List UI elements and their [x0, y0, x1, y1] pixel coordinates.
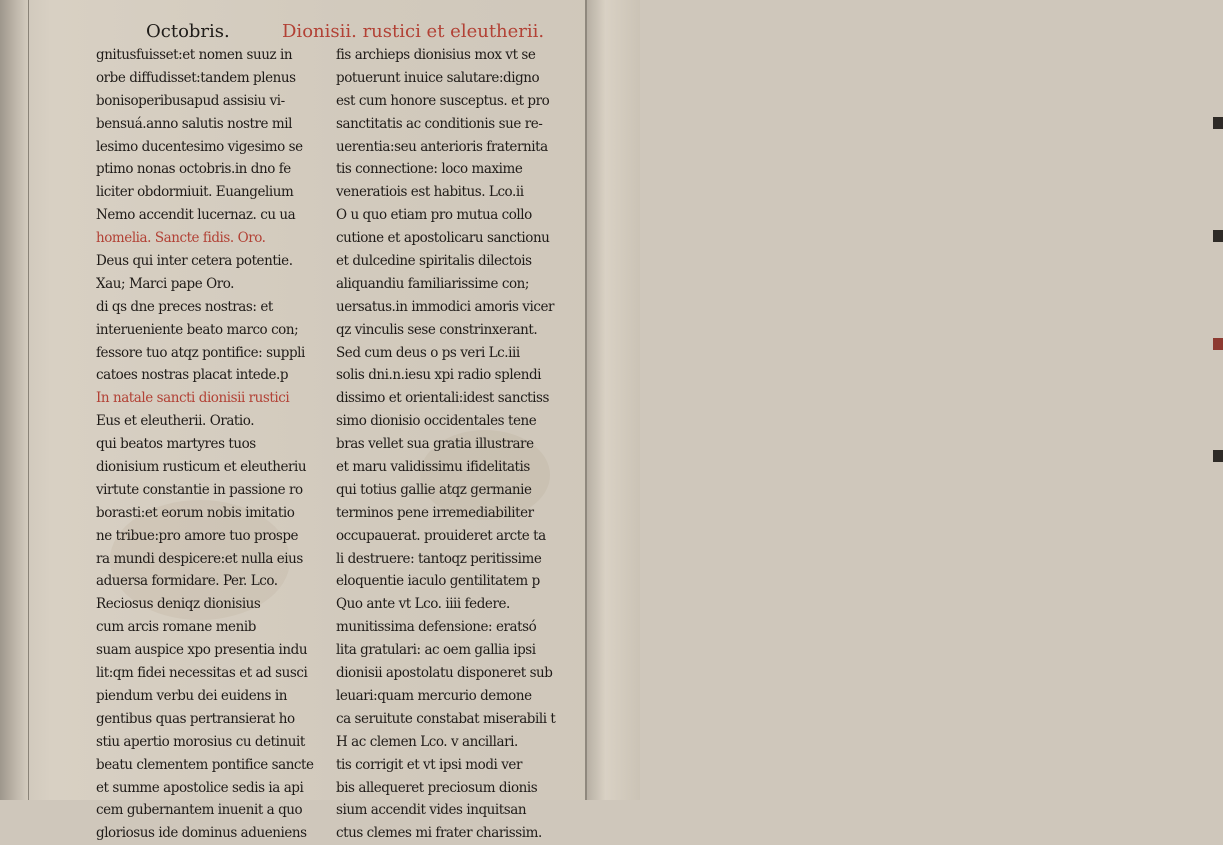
- text-line: qui totius gallie atqz germanie: [336, 481, 532, 498]
- text-line: borasti:et eorum nobis imitatio: [96, 504, 295, 521]
- text-line: eloquentie iaculo gentilitatem p: [336, 573, 540, 590]
- left-text-column: [96, 44, 334, 842]
- text-line: sanctitatis ac conditionis sue re-: [336, 115, 543, 132]
- text-line: bonisoperibusapud assisiu vi-: [96, 92, 285, 109]
- text-line: et maru validissimu ifidelitatis: [336, 459, 530, 476]
- rubric-line: In natale sancti dionisii rustici: [96, 390, 290, 407]
- text-line: Quo ante vt Lco. iiii federe.: [336, 596, 510, 613]
- text-line: Sed cum deus o ps veri Lc.iii: [336, 344, 520, 361]
- text-line: sium accendit vides inquitsan: [336, 802, 527, 819]
- text-line: lesimo ducentesimo vigesimo se: [96, 138, 303, 155]
- text-line: H ac clemen Lco. v ancillari.: [336, 733, 518, 750]
- text-line: ca seruitute constabat miserabili t: [336, 710, 556, 727]
- text-line: bensuá.anno salutis nostre mil: [96, 115, 292, 132]
- text-line: Eus et eleutherii. Oratio.: [96, 413, 255, 430]
- adjacent-page-mark: [1213, 450, 1223, 462]
- text-line: munitissima defensione: eratsó: [336, 619, 537, 636]
- text-line: cutione et apostolicaru sanctionu: [336, 230, 550, 247]
- text-line: beatu clementem pontifice sancte: [96, 756, 314, 773]
- text-line: cum arcis romane menib: [96, 619, 256, 636]
- text-line: cem gubernantem inuenit a quo: [96, 802, 303, 819]
- text-line: lit:qm fidei necessitas et ad susci: [96, 665, 308, 682]
- text-line: ctus clemes mi frater charissim.: [336, 825, 542, 842]
- text-line: Deus qui inter cetera potentie.: [96, 253, 293, 270]
- text-line: Xau; Marci pape Oro.: [96, 275, 235, 292]
- text-line: dissimo et orientali:idest sanctiss: [336, 390, 549, 407]
- text-line: Nemo accendit lucernaz. cu ua: [96, 207, 296, 224]
- text-line: veneratiois est habitus. Lco.ii: [336, 184, 524, 201]
- text-line: ra mundi despicere:et nulla eius: [96, 550, 303, 567]
- text-line: est cum honore susceptus. et pro: [336, 92, 550, 109]
- adjacent-page-mark: [1213, 117, 1223, 129]
- text-line: tis connectione: loco maxime: [336, 161, 523, 178]
- text-line: tis corrigit et vt ipsi modi ver: [336, 756, 522, 773]
- text-line: ne tribue:pro amore tuo prospe: [96, 527, 299, 544]
- adjacent-page-mark: [1213, 230, 1223, 242]
- right-text-column: [336, 44, 574, 842]
- text-line: O u quo etiam pro mutua collo: [336, 207, 532, 224]
- text-line: di qs dne preces nostras: et: [96, 298, 273, 315]
- text-line: interueniente beato marco con;: [96, 321, 299, 338]
- text-line: Reciosus deniqz dionisius: [96, 596, 261, 613]
- text-line: suam auspice xpo presentia indu: [96, 642, 308, 659]
- text-line: dionisii apostolatu disponeret sub: [336, 665, 553, 682]
- adjacent-page-edge: [585, 0, 640, 800]
- text-line: uerentia:seu anterioris fraternita: [336, 138, 548, 155]
- text-line: simo dionisio occidentales tene: [336, 413, 537, 430]
- month-heading: Octobris.: [146, 21, 230, 42]
- text-line: leuari:quam mercurio demone: [336, 687, 532, 704]
- text-line: aduersa formidare. Per. Lco.: [96, 573, 278, 590]
- text-line: qui beatos martyres tuos: [96, 436, 256, 453]
- text-line: qz vinculis sese constrinxerant.: [336, 321, 538, 338]
- text-line: aliquandiu familiarissime con;: [336, 275, 530, 292]
- text-line: uersatus.in immodici amoris vicer: [336, 298, 554, 315]
- text-line: bras vellet sua gratia illustrare: [336, 436, 534, 453]
- text-line: gloriosus ide dominus adueniens: [96, 825, 307, 842]
- text-line: occupauerat. prouideret arcte ta: [336, 527, 546, 544]
- text-line: terminos pene irremediabiliter: [336, 504, 534, 521]
- text-line: stiu apertio morosius cu detinuit: [96, 733, 305, 750]
- text-line: solis dni.n.iesu xpi radio splendi: [336, 367, 542, 384]
- text-line: liciter obdormiuit. Euangelium: [96, 184, 294, 201]
- text-line: li destruere: tantoqz peritissime: [336, 550, 542, 567]
- saints-heading: Dionisii. rustici et eleutherii.: [282, 21, 545, 42]
- text-line: lita gratulari: ac oem gallia ipsi: [336, 642, 536, 659]
- text-line: gnitusfuisset:et nomen suuz in: [96, 47, 293, 63]
- text-line: bis allequeret preciosum dionis: [336, 779, 538, 796]
- text-line: et dulcedine spiritalis dilectois: [336, 253, 532, 270]
- text-line: piendum verbu dei euidens in: [96, 687, 287, 704]
- adjacent-page-mark: [1213, 338, 1223, 350]
- text-line: dionisium rusticum et eleutheriu: [96, 459, 307, 476]
- text-line: gentibus quas pertransierat ho: [96, 710, 295, 727]
- text-line: orbe diffudisset:tandem plenus: [96, 69, 296, 86]
- text-line: virtute constantie in passione ro: [96, 481, 303, 498]
- text-line: et summe apostolice sedis ia api: [96, 779, 304, 796]
- text-line: ptimo nonas octobris.in dno fe: [96, 161, 291, 178]
- text-line: potuerunt inuice salutare:digno: [336, 69, 540, 86]
- book-binding: [0, 0, 29, 800]
- text-line: fessore tuo atqz pontifice: suppli: [96, 344, 305, 361]
- rubric-line: homelia. Sancte fidis. Oro.: [96, 230, 266, 247]
- text-line: fis archieps dionisius mox vt se: [336, 47, 536, 63]
- text-line: catoes nostras placat intede.p: [96, 367, 289, 384]
